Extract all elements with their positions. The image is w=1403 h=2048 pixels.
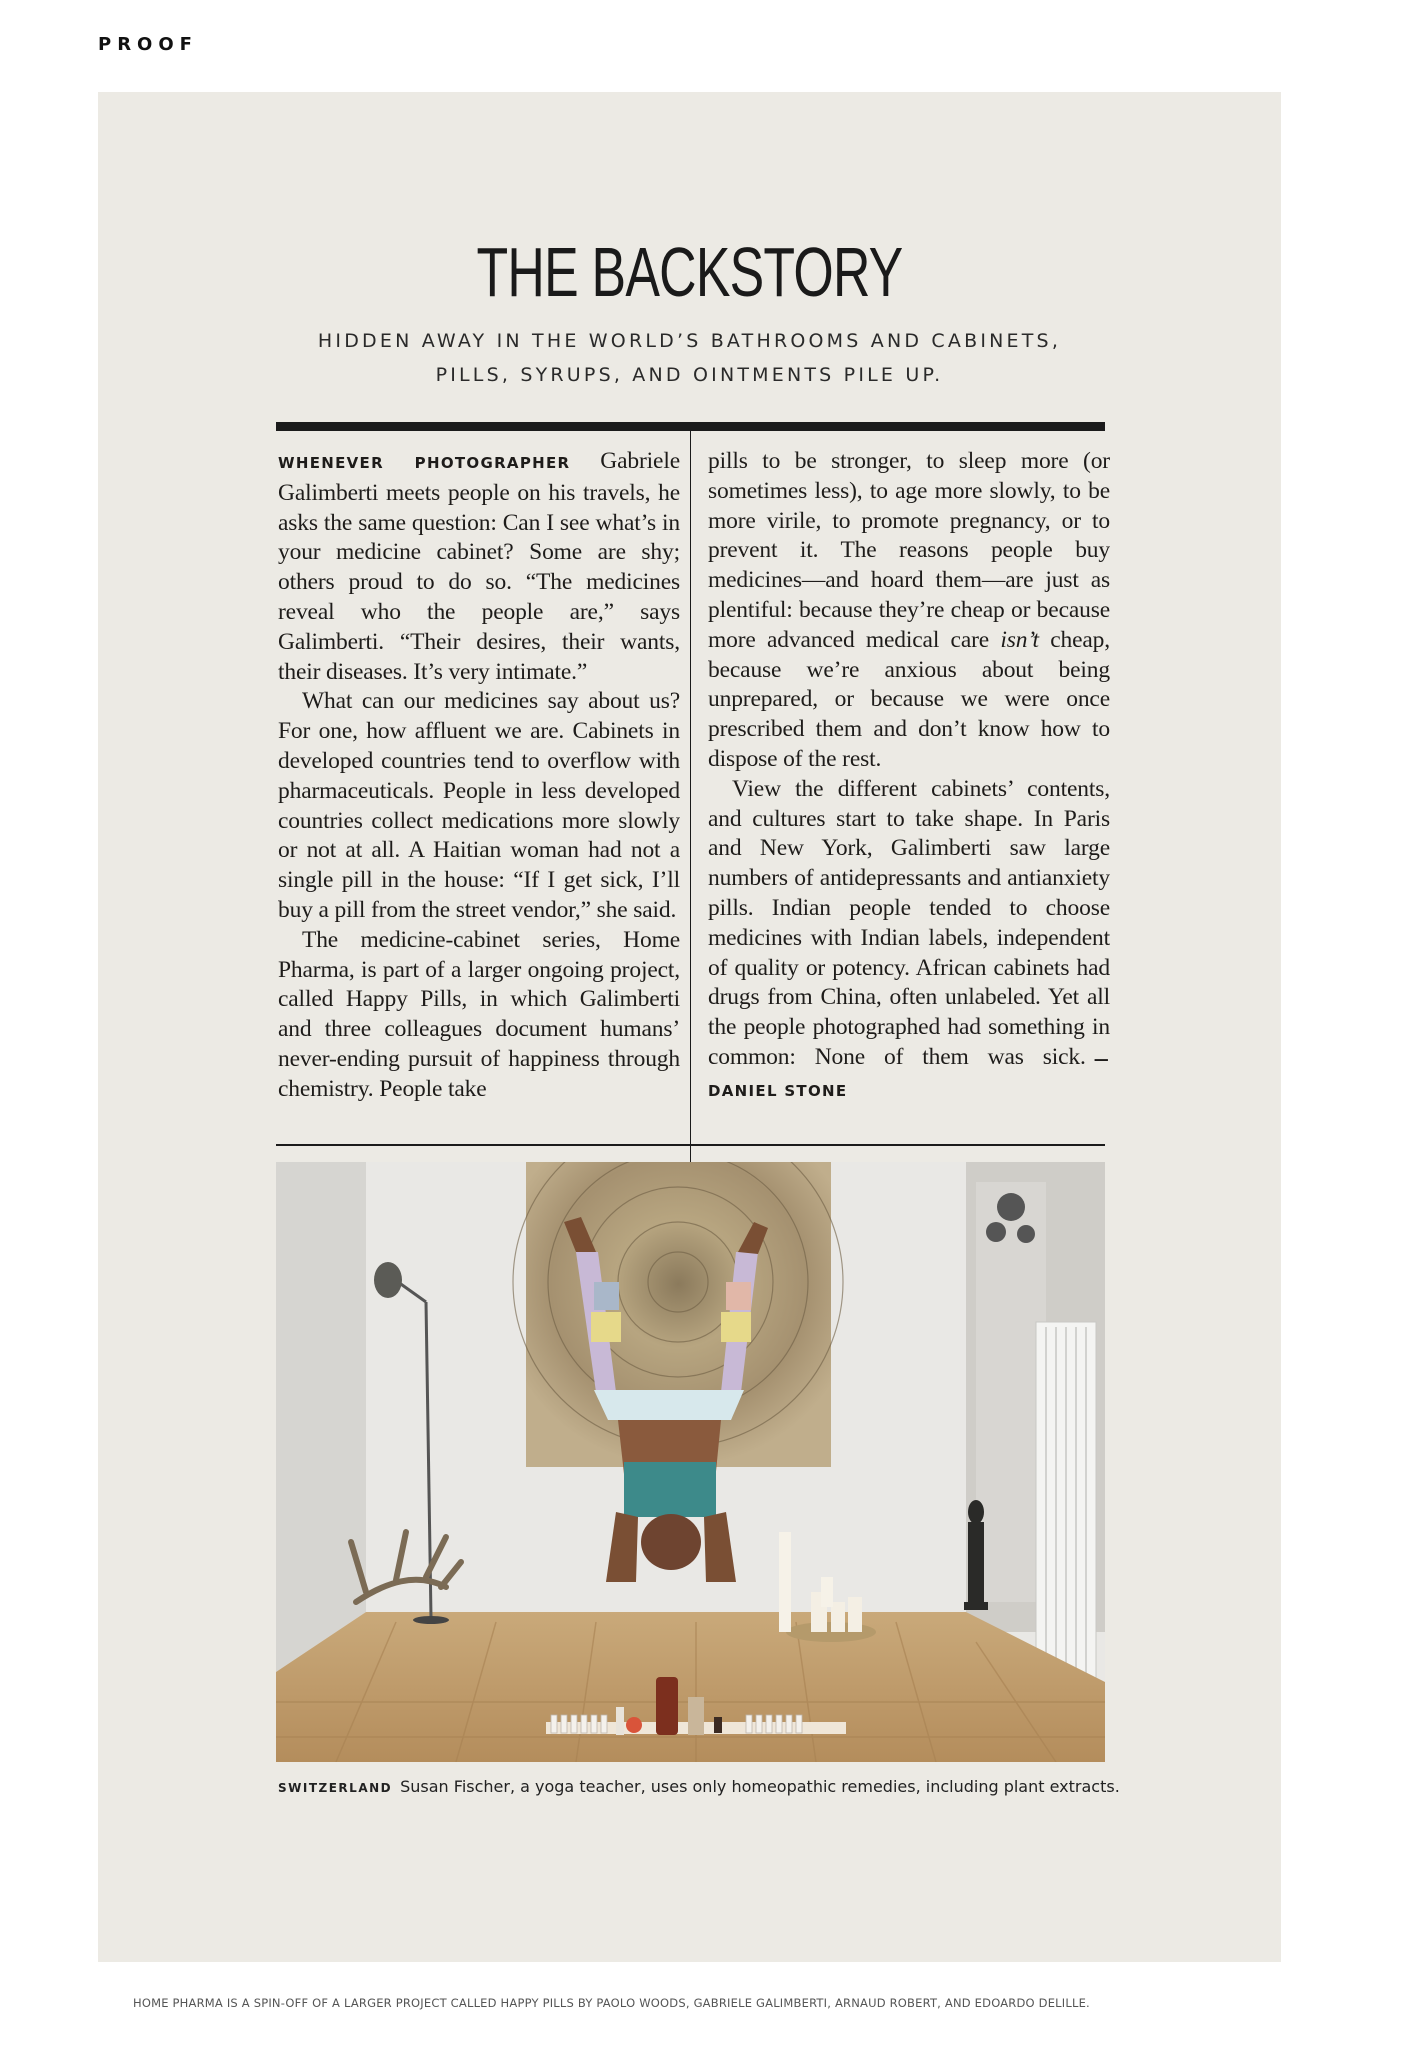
photo-caption (278, 1777, 1118, 1796)
paragraph-text: pills to be stronger, to sleep more (or sometimes less), to age more slowly, to be more virile, to promote pregnancy, or to prevent it. The reasons people buy medicines—and hoard them—are just as plentiful: because they’re cheap or because more advanced medical care (708, 448, 1110, 653)
wall-corner (276, 1162, 366, 1672)
article-title: THE BACKSTORY (476, 233, 903, 311)
paragraph: The medicine-cabinet series, Home Pharma, is part of a larger ongoing project, called Happy Pills, in which Galimberti and three colleagues document humans’ never-ending pursuit of happiness through chemistry. People take (278, 926, 680, 1102)
paragraph (708, 447, 1110, 775)
subtitle-line-1: HIDDEN AWAY IN THE WORLD’S BATHROOMS AND CABINETS, (317, 330, 1062, 352)
footer-credit: HOME PHARMA IS A SPIN-OFF OF A LARGER PROJECT CALLED HAPPY PILLS BY PAOLO WOODS, GABRIELE GALIMBERTI, ARNAUD ROBERT, AND EDOARDO DELILLE. (133, 1996, 1090, 2010)
yoga-photo-illustration (276, 1162, 1105, 1762)
paragraph-text: View the different cabinets’ contents, and cultures start to take shape. In Paris and New York, Galimberti saw large numbers of antidepressants and antianxiety pills. Indian people tended to choose medicines with Indian labels, independent of quality or potency. African cabinets had drugs from China, often unlabeled. Yet all the people photographed had something in common: None of them was sick. (708, 775, 1110, 1070)
paragraph (708, 775, 1110, 1107)
bottom-rule (276, 1144, 1105, 1146)
article-subtitle (278, 324, 1101, 392)
italic-word: isn’t (1000, 626, 1039, 653)
parquet-floor (276, 1612, 1105, 1762)
subtitle-line-2: PILLS, SYRUPS, AND OINTMENTS PILE UP. (435, 364, 944, 386)
paragraph-text: Gabriele Galimberti meets people on his travels, he asks the same question: Can I see what’s in your medicine cabinet? Some are shy; others proud to do so. “The medicines reveal who the people are,” says Galimberti. “Their desires, their wants, their diseases. It’s very intimate.” (278, 448, 680, 685)
article-panel (98, 92, 1281, 1962)
proof-label: PROOF (98, 34, 198, 55)
left-column (278, 447, 680, 1229)
paragraph (278, 447, 680, 687)
caption-place: SWITZERLAND (278, 1781, 393, 1795)
right-column (708, 447, 1110, 1229)
lead-in: WHENEVER PHOTOGRAPHER (278, 454, 571, 472)
paragraph-text: cheap, because we’re anxious about being unprepared, or because we were once prescribed them and don’t know how to dispose of the rest. (708, 626, 1110, 772)
article-photo (276, 1162, 1105, 1762)
byline: —DANIEL STONE (708, 1049, 1110, 1100)
top-rule (276, 422, 1105, 431)
paragraph: What can our medicines say about us? For one, how affluent we are. Cabinets in developed countries tend to overflow with pharmaceuticals. People in less developed countries collect medications more slowly or not at all. A Haitian woman had not a single pill in the house: “If I get sick, I’ll buy a pill from the street vendor,” she said. (278, 688, 680, 923)
caption-text: Susan Fischer, a yoga teacher, uses only homeopathic remedies, including plant extracts. (400, 1777, 1120, 1796)
column-divider (690, 431, 691, 1227)
